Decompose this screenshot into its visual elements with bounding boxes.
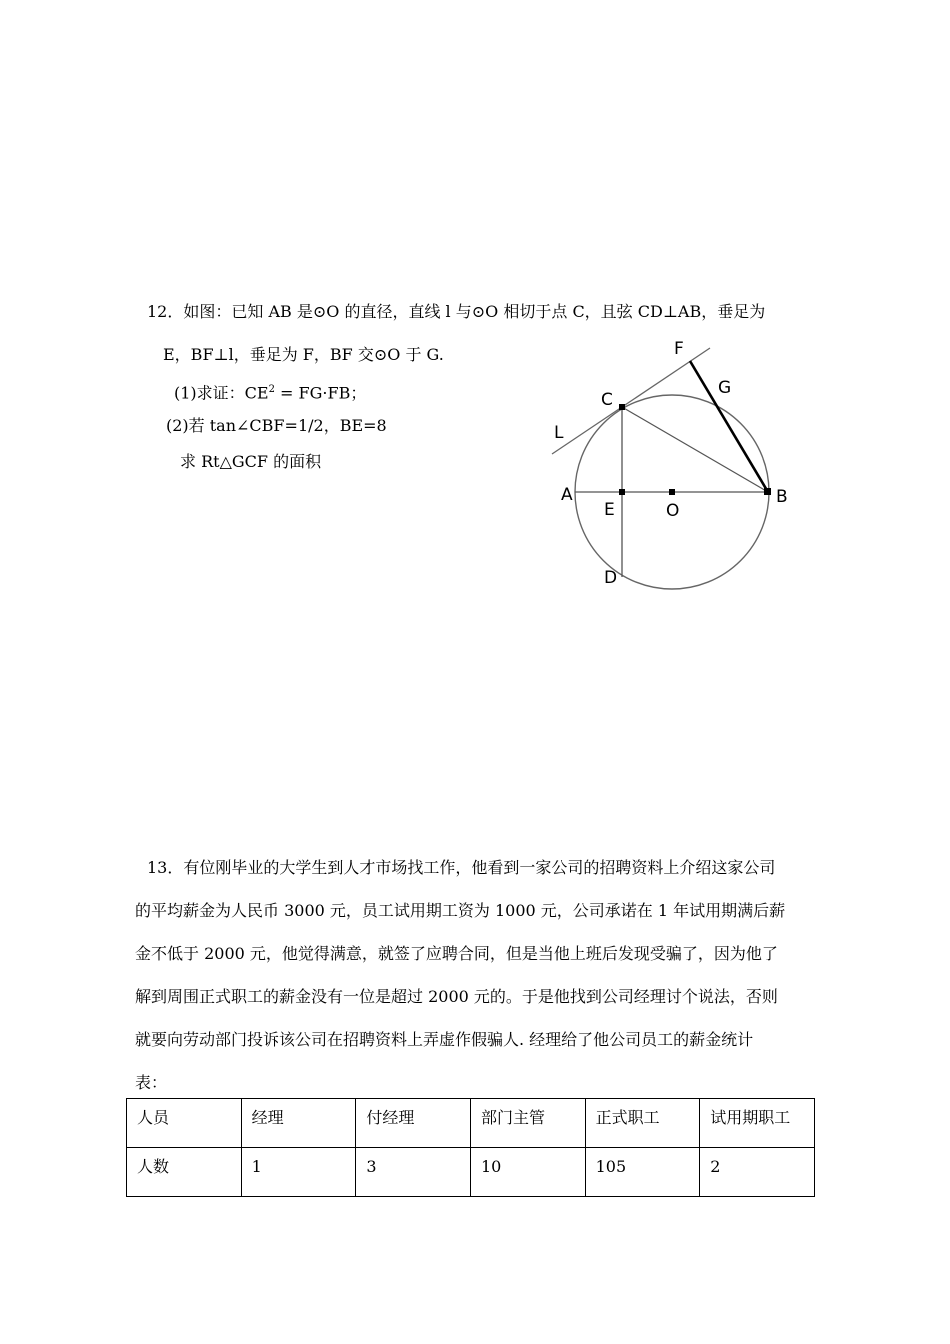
table-cell: 部门主管 <box>470 1099 585 1148</box>
salary-table <box>126 1098 815 1197</box>
q13-line5: 就要向劳动部门投诉该公司在招聘资料上弄虚作假骗人. 经理给了他公司员工的薪金统计 <box>135 1030 754 1049</box>
point-c <box>619 404 625 410</box>
label-a: A <box>561 485 573 505</box>
table-cell: 10 <box>470 1148 585 1197</box>
label-d: D <box>604 568 618 588</box>
table-cell: 正式职工 <box>585 1099 700 1148</box>
label-c: C <box>601 390 613 410</box>
point-o <box>669 489 675 495</box>
q13-line4: 解到周围正式职工的薪金没有一位是超过 2000 元的。于是他找到公司经理讨个说法，否则 <box>135 987 778 1006</box>
label-l: L <box>554 423 564 443</box>
label-e: E <box>604 500 615 520</box>
table-cell: 1 <box>241 1148 356 1197</box>
q13-line3: 金不低于 2000 元，他觉得满意，就签了应聘合同，但是当他上班后发现受骗了，因为他了 <box>135 944 778 963</box>
q13-line6: 表： <box>135 1073 168 1092</box>
point-e <box>619 489 625 495</box>
q12-part1-b: = FG·FB； <box>274 383 367 403</box>
table-cell: 2 <box>700 1148 815 1197</box>
q12-part1-sup: 2 <box>268 384 275 395</box>
q12-line2: E，BF⊥l，垂足为 F，BF 交⊙O 于 G. <box>163 345 444 364</box>
geometry-figure <box>548 335 798 595</box>
label-b: B <box>776 487 788 507</box>
q12-part2: (2)若 tan∠CBF=1/2，BE=8 <box>166 416 387 435</box>
label-o: O <box>666 501 680 521</box>
table-row <box>127 1148 815 1197</box>
q12-part1-a: (1)求证：CE <box>174 383 269 403</box>
table-cell: 3 <box>356 1148 471 1197</box>
table-header-row <box>127 1099 815 1148</box>
table-cell: 试用期职工 <box>700 1099 815 1148</box>
table-cell: 人数 <box>127 1148 242 1197</box>
table-cell: 付经理 <box>356 1099 471 1148</box>
segment-cb <box>622 407 768 492</box>
table-cell: 经理 <box>241 1099 356 1148</box>
label-g: G <box>718 378 732 398</box>
q13-line2: 的平均薪金为人民币 3000 元，员工试用期工资为 1000 元，公司承诺在 1 年试用期满后薪 <box>135 901 786 920</box>
label-f: F <box>674 339 684 359</box>
q13-line1: 13．有位刚毕业的大学生到人才市场找工作，他看到一家公司的招聘资料上介绍这家公司 <box>147 858 776 877</box>
tangent-line-l <box>552 348 710 454</box>
table-cell: 105 <box>585 1148 700 1197</box>
table-cell: 人员 <box>127 1099 242 1148</box>
q12-line1: 12．如图：已知 AB 是⊙O 的直径，直线 l 与⊙O 相切于点 C，且弦 CD⊥AB，垂足为 <box>147 302 766 321</box>
point-b <box>764 488 771 495</box>
q12-part2b: 求 Rt△GCF 的面积 <box>180 452 322 471</box>
q12-part1 <box>174 380 366 403</box>
